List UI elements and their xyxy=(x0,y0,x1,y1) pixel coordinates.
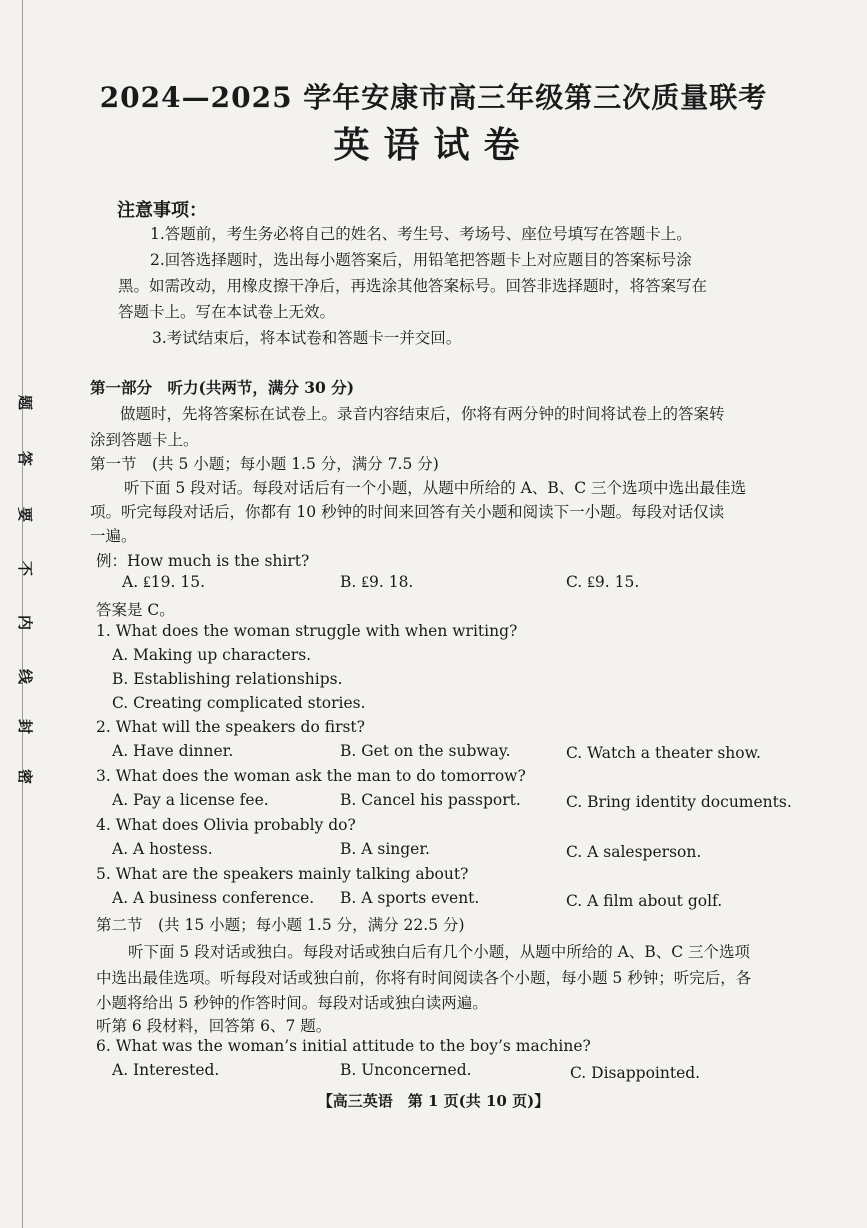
example-answer: 答案是 C。 xyxy=(96,601,175,619)
option: B. A singer. xyxy=(340,840,430,858)
section1-intro: 听下面 5 段对话。每段对话后有一个小题，从题中所给的 A、B、C 三个选项中选出最佳选 xyxy=(124,479,747,497)
seal-char: 要 xyxy=(16,506,35,523)
notice-title: 注意事项： xyxy=(117,200,207,221)
section1-intro: 项。听完每段对话后，你都有 10 秒钟的时间来回答有关小题和阅读下一小题。每段对话仅读 xyxy=(90,503,725,521)
option: A. Making up characters. xyxy=(112,646,312,664)
example-option: A. ₤19. 15. xyxy=(122,573,206,591)
page-footer: 【高三英语 第 1 页(共 10 页)】 xyxy=(317,1092,550,1110)
option: C. Bring identity documents. xyxy=(566,793,792,811)
part1-intro: 做题时，先将答案标在试卷上。录音内容结束后，你将有两分钟的时间将试卷上的答案转 xyxy=(120,405,725,423)
question-text: 5. What are the speakers mainly talking about? xyxy=(96,865,469,883)
option: B. A sports event. xyxy=(340,889,480,907)
section2-intro: 中选出最佳选项。听每段对话或独白前，你将有时间阅读各个小题，每小题 5 秒钟；听完后，各 xyxy=(96,969,752,987)
example-option: C. ₤9. 15. xyxy=(566,573,640,591)
seal-char: 封 xyxy=(16,718,35,735)
option: B. Get on the subway. xyxy=(340,742,511,760)
option: B. Unconcerned. xyxy=(340,1061,472,1079)
option: A. Have dinner. xyxy=(112,742,234,760)
section2-intro: 听下面 5 段对话或独白。每段对话或独白后有几个小题，从题中所给的 A、B、C 三个选项 xyxy=(128,943,751,961)
notice-item: 1.答题前，考生务必将自己的姓名、考生号、考场号、座位号填写在答题卡上。 xyxy=(150,225,692,243)
option: A. Pay a license fee. xyxy=(112,791,269,809)
exam-title: 2024—2025 学年安康市高三年级第三次质量联考 xyxy=(99,81,768,114)
seal-char: 线 xyxy=(16,668,35,685)
example-question: 例：How much is the shirt? xyxy=(96,552,310,570)
notice-item: 答题卡上。写在本试卷上无效。 xyxy=(118,303,336,321)
question-text: 1. What does the woman struggle with when writing? xyxy=(96,622,518,640)
option: A. A business conference. xyxy=(112,889,315,907)
option: C. Watch a theater show. xyxy=(566,744,761,762)
option: C. Creating complicated stories. xyxy=(112,694,366,712)
material-instruction: 听第 6 段材料，回答第 6、7 题。 xyxy=(96,1017,332,1035)
option: A. A hostess. xyxy=(112,840,213,858)
option: C. A film about golf. xyxy=(566,892,723,910)
option: C. Disappointed. xyxy=(570,1064,701,1082)
seal-char: 内 xyxy=(16,614,35,631)
option: B. Cancel his passport. xyxy=(340,791,521,809)
question-text: 3. What does the woman ask the man to do tomorrow? xyxy=(96,767,526,785)
section2-intro: 小题将给出 5 秒钟的作答时间。每段对话或独白读两遍。 xyxy=(96,994,488,1012)
section1-intro: 一遍。 xyxy=(90,527,137,545)
seal-margin xyxy=(14,392,44,812)
question-text: 6. What was the woman’s initial attitude to the boy’s machine? xyxy=(96,1037,591,1055)
seal-char: 密 xyxy=(16,768,35,785)
section1-title: 第一节 (共 5 小题；每小题 1.5 分，满分 7.5 分) xyxy=(90,455,439,473)
section2-title: 第二节 (共 15 小题；每小题 1.5 分，满分 22.5 分) xyxy=(96,916,465,934)
seal-char: 不 xyxy=(16,560,35,577)
seal-char: 题 xyxy=(16,394,35,411)
exam-subtitle: 英语试卷 xyxy=(333,124,534,166)
question-text: 4. What does Olivia probably do? xyxy=(96,816,356,834)
option: B. Establishing relationships. xyxy=(112,670,343,688)
notice-item: 3.考试结束后，将本试卷和答题卡一并交回。 xyxy=(152,329,462,347)
part1-title: 第一部分 听力(共两节，满分 30 分) xyxy=(90,378,355,397)
option: A. Interested. xyxy=(112,1061,220,1079)
seal-char: 答 xyxy=(16,450,35,467)
notice-item: 2.回答选择题时，选出每小题答案后，用铅笔把答题卡上对应题目的答案标号涂 xyxy=(150,251,692,269)
example-option: B. ₤9. 18. xyxy=(340,573,414,591)
question-text: 2. What will the speakers do first? xyxy=(96,718,365,736)
notice-item: 黑。如需改动，用橡皮擦干净后，再选涂其他答案标号。回答非选择题时，将答案写在 xyxy=(118,277,708,295)
part1-intro: 涂到答题卡上。 xyxy=(90,431,199,449)
option: C. A salesperson. xyxy=(566,843,702,861)
